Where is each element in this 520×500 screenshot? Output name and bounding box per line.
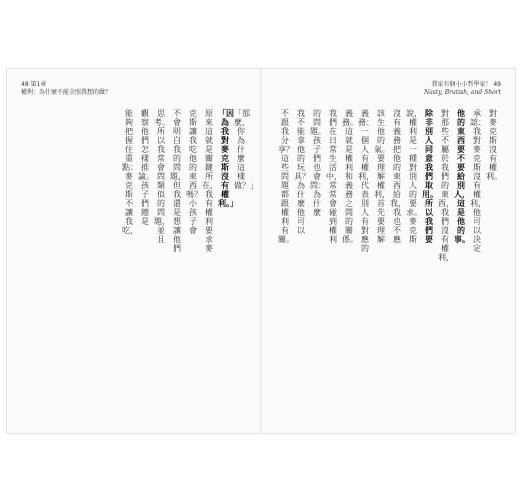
right-page-header [424, 81, 501, 96]
page-gutter [260, 69, 262, 433]
text-column-bold: 「因為我對麥克斯沒有權利。」 [218, 109, 238, 208]
text-column: 不跟我分享？這些問題都跟權利有關。 [278, 109, 294, 244]
text-column: 承認：我對麥克斯沒有權利，他可以決定 [470, 109, 486, 253]
text-column: 義務。這就是權利和義務之間的關係。 [342, 109, 358, 244]
text-column: 義務：一個人有權利，代表別人有對應的 [358, 109, 374, 253]
right-book-title-page-number: 我家有個小小哲學家！ 49 [431, 81, 501, 88]
text-column: 對那些不屬於我們的東西，我們沒有權利， [438, 109, 454, 262]
left-page-header [21, 81, 111, 96]
text-column: 思考。所以我常會問類似的問題，並且 [154, 109, 170, 244]
text-column: 不會明白我的問題，但我還是想讓他們 [170, 109, 186, 253]
book-spread [6, 68, 516, 434]
text-column: 的問題。孩子們也會問：為什麼 [310, 109, 326, 217]
text-column: 對麥克斯沒有權利。 [486, 109, 502, 181]
right-page-text [275, 109, 501, 409]
text-column-bold: 他的東西要不要給別人，這是他的事。 [454, 109, 470, 244]
left-page-number-chapter: 48 第1章 [21, 81, 47, 88]
text-column: 「那麼，你為什麼這樣做？」 [234, 109, 258, 190]
text-column: 沒有義務把他的東西給我，我也不應 [390, 109, 406, 244]
text-column: 能夠把握住重點：麥克斯不讓我吃， [122, 109, 138, 235]
text-column: 原來這就是關鍵所在，我有權利要求麥 [202, 109, 218, 253]
text-column: 我不能拿他的玩具？為什麼他可以 [294, 109, 310, 235]
text-column-bold: 除非別人同意我們取用。所以我們要 [422, 109, 438, 244]
right-subtitle-english: Nasty, Brutish, and Short [423, 88, 501, 96]
text-column: 說，權利是一種對別人的要求。麥克斯 [406, 109, 422, 244]
text-column: 觀察他們怎樣推論。孩子們總是 [138, 109, 154, 226]
text-column: 該生他的氣。要理解權利，首先要理解 [374, 109, 390, 244]
left-chapter-title: 權利：為什麼不能全照我想的做？ [21, 88, 112, 96]
text-column: 我們在日常生活中，常常會碰到權利 [326, 109, 342, 244]
left-page-text [119, 109, 258, 409]
text-column: 克斯讓我吃他的東西嗎？小孩子會 [186, 109, 202, 235]
